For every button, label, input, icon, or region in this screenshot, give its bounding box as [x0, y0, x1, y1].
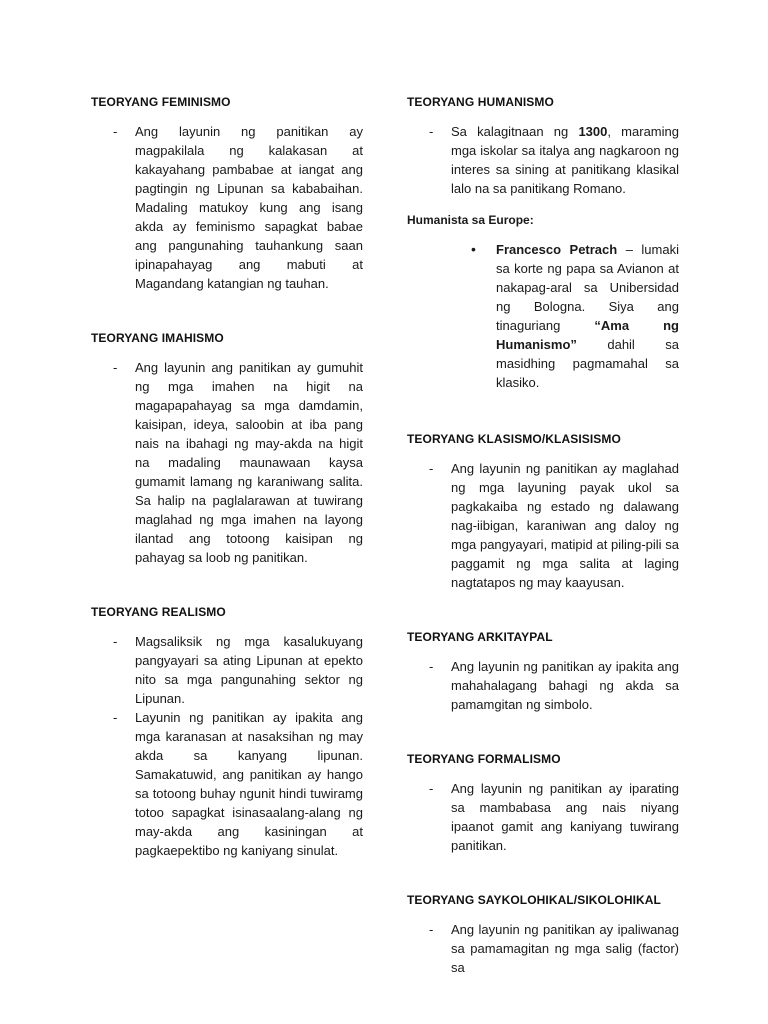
- item-text: Ang layunin ng panitikan ay ipaliwanag sa pamamagitan ng mga salig (factor) sa: [451, 922, 679, 975]
- item-text: Ang layunin ng panitikan ay iparating sa mambabasa ang nais niyang ipaanot gamit ang kaniyang tuwirang panitikan.: [451, 781, 679, 853]
- section-heading-arkitaypal: TEORYANG ARKITAYPAL: [407, 630, 553, 644]
- bullet-text-post: dahil sa masidhing pagmamahal sa klasiko.: [496, 337, 679, 390]
- list-item: [91, 358, 363, 567]
- year-bold: 1300: [578, 124, 608, 139]
- item-text: [451, 122, 679, 198]
- dash-marker: -: [429, 922, 434, 937]
- person-title: “Ama ng Humanismo”: [496, 318, 679, 352]
- item-text: Ang layunin ng panitikan ay magpakilala ng kalakasan at kakayahang pambabae at iangat ang pagtingin ng Lipunan sa kababaihan. Madaling matukoy kung ang isang akda ay feminismo sapagkat babae ang pangunahing tauhankung saan ipinapahayag ang mabuti at Magandang katangian ng tauhan.: [135, 124, 363, 291]
- section-heading-humanismo: TEORYANG HUMANISMO: [407, 95, 554, 109]
- section-heading-klasismo: TEORYANG KLASISMO/KLASISISMO: [407, 432, 621, 446]
- section-heading-realismo: TEORYANG REALISMO: [91, 605, 226, 619]
- dash-marker: -: [429, 124, 434, 139]
- bullet-text-mid: – lumaki sa korte ng papa sa Avianon at nakapag-aral sa Unibersidad ng Bologna. Siya ang tinaguriang: [496, 242, 679, 333]
- section-heading-imahismo: TEORYANG IMAHISMO: [91, 331, 224, 345]
- bullet-text: [496, 240, 679, 392]
- item-text: Magsaliksik ng mga kasalukuyang pangyayari sa ating Lipunan at epekto nito sa mga pangunahing sektor ng Lipunan.: [135, 634, 363, 706]
- item-text: Ang layunin ng panitikan ay ipakita ang mahahalagang bahagi ng akda sa pamamgitan ng simbolo.: [451, 659, 679, 712]
- dash-marker: -: [113, 124, 118, 139]
- item-text-pre: Sa kalagitnaan ng: [451, 124, 579, 139]
- bullet-marker: •: [471, 241, 476, 257]
- subheading-humanista: Humanista sa Europe:: [407, 213, 534, 227]
- section-heading-feminismo: TEORYANG FEMINISMO: [91, 95, 231, 109]
- list-item: [91, 708, 363, 860]
- section-heading-saykolohikal: TEORYANG SAYKOLOHIKAL/SIKOLOHIKAL: [407, 893, 661, 907]
- item-text: Ang layunin ang panitikan ay gumuhit ng mga imahen na higit na magapapahayag sa mga damdamin, kaisipan, ideya, saloobin at iba pang nais na ibahagi ng may-akda na higit na madaling maunawaan kaysa gumamit lamang ng karaniwang salita. Sa halip na paglalarawan at tuwirang maglahad ng mga imahen na layong ilantad ang totoong kaisipan ng pahayag sa loob ng panitikan.: [135, 360, 363, 565]
- list-item: [407, 779, 679, 855]
- item-text: Layunin ng panitikan ay ipakita ang mga karanasan at nasaksihan ng may akda sa kanyang lipunan. Samakatuwid, ang panitikan ay hango sa totoong buhay ngunit hindi tuwiramg totoo sapagkat isinasaalang-alang ng may-akda ang kasiningan at pagkaepektibo ng kaniyang sinulat.: [135, 710, 363, 858]
- dash-marker: -: [429, 659, 434, 674]
- dash-marker: -: [113, 634, 118, 649]
- list-item: [91, 632, 363, 708]
- person-name: Francesco Petrach: [496, 242, 618, 257]
- right-column: [407, 95, 679, 977]
- dash-marker: -: [429, 781, 434, 796]
- list-item: [407, 920, 679, 977]
- list-item: [407, 657, 679, 714]
- dash-marker: -: [429, 461, 434, 476]
- list-item: [407, 459, 679, 592]
- item-text: Ang layunin ng panitikan ay maglahad ng mga layuning payak ukol sa pagkakaiba ng estado ng dalawang nag-iibigan, karaniwan ang daloy ng mga pangyayari, matipid at piling-pili sa paggamit ng mga salita at laging nagtatapos ng may kaayusan.: [451, 461, 679, 590]
- dash-marker: -: [113, 710, 118, 725]
- item-text-post: , maraming mga iskolar sa italya ang nagkaroon ng interes sa sining at panitikang klasikal lalo na sa panitikang Romano.: [451, 124, 679, 196]
- section-heading-formalismo: TEORYANG FORMALISMO: [407, 752, 561, 766]
- dash-marker: -: [113, 360, 118, 375]
- list-item: [91, 122, 363, 293]
- list-item: [407, 122, 679, 198]
- bullet-item: [407, 240, 679, 392]
- left-column: [91, 95, 363, 860]
